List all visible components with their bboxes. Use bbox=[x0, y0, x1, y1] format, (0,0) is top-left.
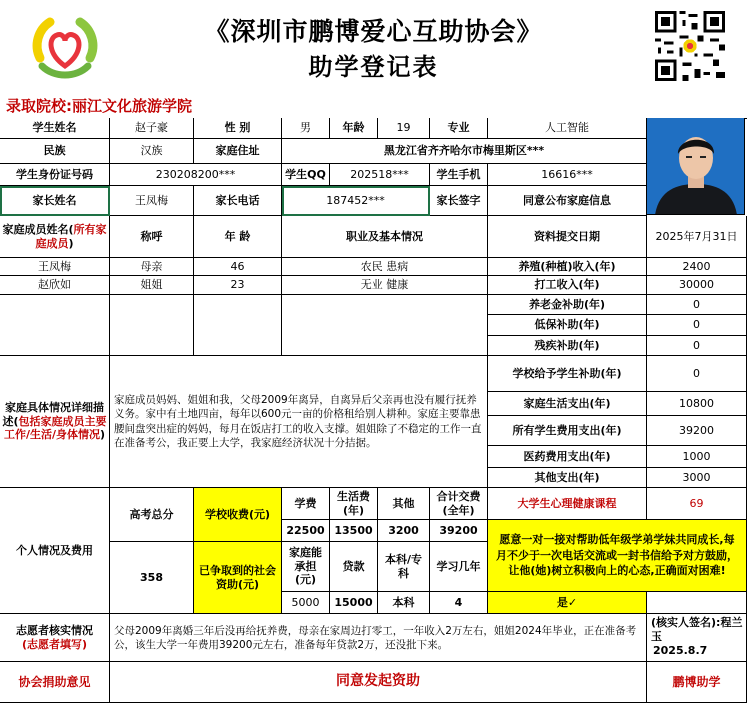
psych-course-label: 大学生心理健康课程 bbox=[488, 488, 647, 520]
donation-opinion-value[interactable]: 同意发起资助 bbox=[110, 662, 647, 703]
gender-value[interactable]: 男 bbox=[282, 118, 330, 139]
member-empty-ages[interactable] bbox=[194, 295, 282, 356]
finance-value[interactable]: 0 bbox=[647, 295, 747, 315]
member-age[interactable]: 46 bbox=[194, 258, 282, 276]
member-name[interactable]: 王凤梅 bbox=[0, 258, 110, 276]
score-label: 高考总分 bbox=[110, 488, 194, 542]
total-fee-label: 合计交费(全年) bbox=[430, 488, 488, 520]
finance-label: 家庭生活支出(年) bbox=[488, 392, 647, 416]
parent-name-value[interactable]: 王凤梅 bbox=[110, 186, 194, 216]
score-value[interactable]: 358 bbox=[110, 542, 194, 614]
header bbox=[0, 0, 747, 95]
finance-label: 养老金补助(年) bbox=[488, 295, 647, 315]
major-value[interactable]: 人工智能 bbox=[488, 118, 647, 139]
study-years-value[interactable]: 4 bbox=[430, 592, 488, 614]
address-value[interactable]: 黑龙江省齐齐哈尔市梅里斯区*** bbox=[282, 139, 647, 164]
total-fee-value[interactable]: 39200 bbox=[430, 520, 488, 542]
student-name-value[interactable]: 赵子豪 bbox=[110, 118, 194, 139]
member-age[interactable]: 23 bbox=[194, 276, 282, 295]
parent-name-label: 家长姓名 bbox=[0, 186, 110, 216]
org-stamp: 鹏博助学 bbox=[647, 662, 747, 703]
parent-consent[interactable]: 同意公布家庭信息 bbox=[488, 186, 647, 216]
finance-value[interactable]: 39200 bbox=[647, 416, 747, 446]
finance-value[interactable]: 2400 bbox=[647, 258, 747, 276]
member-age-label: 年 龄 bbox=[194, 216, 282, 258]
tuition-value[interactable]: 22500 bbox=[282, 520, 330, 542]
member-empty-relations[interactable] bbox=[110, 295, 194, 356]
finance-label: 医药费用支出(年) bbox=[488, 446, 647, 468]
finance-value[interactable]: 0 bbox=[647, 315, 747, 336]
member-empty-jobs[interactable] bbox=[282, 295, 488, 356]
social-aid-label: 已争取到的社会资助(元) bbox=[194, 542, 282, 614]
job-label: 职业及基本情况 bbox=[282, 216, 488, 258]
submit-date-value[interactable]: 2025年7月31日 bbox=[647, 216, 747, 258]
verify-signer: (核实人签名):程兰玉 bbox=[651, 616, 743, 643]
pledge-answer[interactable]: 是✓ bbox=[488, 592, 647, 614]
relation-label: 称呼 bbox=[110, 216, 194, 258]
verify-label: 志愿者核实情况 (志愿者填写) bbox=[0, 614, 110, 662]
psych-course-value[interactable]: 69 bbox=[647, 488, 747, 520]
family-afford-value[interactable]: 5000 bbox=[282, 592, 330, 614]
finance-value[interactable]: 0 bbox=[647, 336, 747, 356]
finance-label: 其他支出(年) bbox=[488, 468, 647, 488]
admitted-school: 录取院校:丽江文化旅游学院 bbox=[6, 97, 192, 115]
ethnic-label: 民族 bbox=[0, 139, 110, 164]
member-relation[interactable]: 姐姐 bbox=[110, 276, 194, 295]
verify-description[interactable]: 父母2009年离婚三年后没再给抚养费，母亲在家周边打零工，一年收入2万左右，姐姐2024年毕业，正在准备考公，该生大学一年费用39200元左右，准备每年贷款2万，还没批下来。 bbox=[110, 614, 647, 662]
verify-signature[interactable] bbox=[647, 614, 747, 662]
qr-code bbox=[652, 8, 728, 84]
finance-value[interactable]: 30000 bbox=[647, 276, 747, 295]
member-empty-names[interactable] bbox=[0, 295, 110, 356]
parent-phone-label: 家长电话 bbox=[194, 186, 282, 216]
finance-label: 养殖(种植)收入(年) bbox=[488, 258, 647, 276]
finance-value[interactable]: 3000 bbox=[647, 468, 747, 488]
mentor-pledge: 愿意一对一接对帮助低年级学弟学妹共同成长,每月不少于一次电话交流或一封书信给予对方鼓励，让他(她)树立积极向上的心态,正确面对困难! bbox=[488, 520, 747, 592]
parent-sign-label: 家长签字 bbox=[430, 186, 488, 216]
age-value[interactable]: 19 bbox=[378, 118, 430, 139]
members-label: 家庭成员姓名(所有家庭成员) bbox=[0, 216, 110, 258]
personal-section-label: 个人情况及费用 bbox=[0, 488, 110, 614]
situation-description[interactable]: 家庭成员妈妈、姐姐和我，父母2009年离异，自离异后父亲再也没有履行抚养义务。家中有土地四亩，每年以600元一亩的价格租给别人耕种。家庭主要靠患腰间盘突出症的妈妈，每月在饭店打工的收入支撑。姐姐除了不稳定的工作一直在准备考公，我正要上大学，我家庭经济状况十分拮据。 bbox=[110, 356, 488, 488]
student-phone-label: 学生手机 bbox=[430, 164, 488, 186]
study-years-label: 学习几年 bbox=[430, 542, 488, 592]
living-fee-label: 生活费(年) bbox=[330, 488, 378, 520]
id-label: 学生身份证号码 bbox=[0, 164, 110, 186]
gender-label: 性 别 bbox=[194, 118, 282, 139]
finance-label: 残疾补助(年) bbox=[488, 336, 647, 356]
finance-value[interactable]: 1000 bbox=[647, 446, 747, 468]
submit-date-label: 资料提交日期 bbox=[488, 216, 647, 258]
loan-value[interactable]: 15000 bbox=[330, 592, 378, 614]
ethnic-value[interactable]: 汉族 bbox=[110, 139, 194, 164]
qq-value[interactable]: 202518*** bbox=[330, 164, 430, 186]
age-label: 年龄 bbox=[330, 118, 378, 139]
finance-value[interactable]: 0 bbox=[647, 356, 747, 392]
student-photo bbox=[647, 118, 745, 215]
pledge-answer-blank bbox=[647, 592, 747, 614]
title-line2: 助学登记表 bbox=[308, 52, 439, 81]
student-name-label: 学生姓名 bbox=[0, 118, 110, 139]
situation-label: 家庭具体情况详细描述(包括家庭成员主要工作/生活/身体情况) bbox=[0, 356, 110, 488]
parent-phone-value[interactable]: 187452*** bbox=[282, 186, 430, 216]
school-fee-label: 学校收费(元) bbox=[194, 488, 282, 542]
finance-label: 所有学生费用支出(年) bbox=[488, 416, 647, 446]
degree-value[interactable]: 本科 bbox=[378, 592, 430, 614]
other-fee-value[interactable]: 3200 bbox=[378, 520, 430, 542]
finance-label: 低保补助(年) bbox=[488, 315, 647, 336]
loan-label: 贷款 bbox=[330, 542, 378, 592]
qq-label: 学生QQ bbox=[282, 164, 330, 186]
id-value[interactable]: 230208200*** bbox=[110, 164, 282, 186]
verify-date: 2025.8.7 bbox=[653, 643, 708, 657]
degree-label: 本科/专科 bbox=[378, 542, 430, 592]
student-phone-value[interactable]: 16616*** bbox=[488, 164, 647, 186]
donation-opinion-label: 协会捐助意见 bbox=[0, 662, 110, 703]
finance-label: 打工收入(年) bbox=[488, 276, 647, 295]
member-job[interactable]: 无业 健康 bbox=[282, 276, 488, 295]
other-fee-label: 其他 bbox=[378, 488, 430, 520]
finance-value[interactable]: 10800 bbox=[647, 392, 747, 416]
finance-label: 学校给予学生补助(年) bbox=[488, 356, 647, 392]
registration-table bbox=[0, 118, 747, 703]
major-label: 专业 bbox=[430, 118, 488, 139]
family-afford-label: 家庭能承担(元) bbox=[282, 542, 330, 592]
student-photo-image bbox=[647, 118, 745, 215]
member-name[interactable]: 赵欣如 bbox=[0, 276, 110, 295]
member-relation[interactable]: 母亲 bbox=[110, 258, 194, 276]
member-job[interactable]: 农民 患病 bbox=[282, 258, 488, 276]
tuition-label: 学费 bbox=[282, 488, 330, 520]
address-label: 家庭住址 bbox=[194, 139, 282, 164]
title-line1: 《深圳市鹏博爱心互助协会》 bbox=[204, 17, 543, 46]
living-fee-value[interactable]: 13500 bbox=[330, 520, 378, 542]
